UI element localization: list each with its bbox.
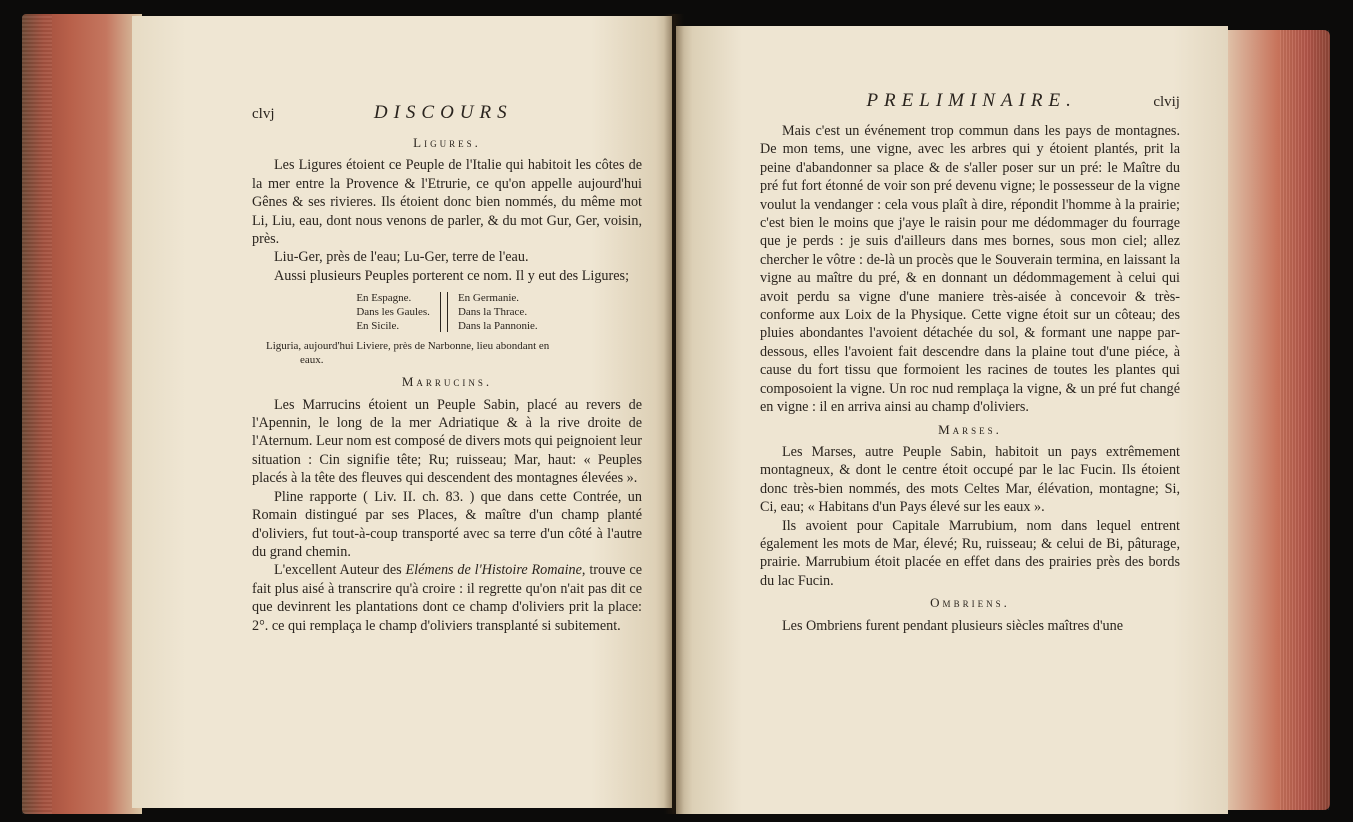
ombriens-paragraph-1: Les Ombriens furent pendant plusieurs siècles maîtres d'une — [782, 617, 1123, 634]
place-item: Dans la Pannonie. — [457, 320, 538, 333]
book-title-elemens: Elémens de l'Histoire Romaine — [405, 562, 582, 579]
marrucins-paragraph-3 — [252, 561, 642, 635]
places-column-1 — [348, 291, 438, 333]
left-page-number: clvj — [252, 106, 275, 122]
ligures-paragraph-1: Les Ligures étoient ce Peuple de l'Italie qui habitoit les côtes de la mer entre la Provence & l'Etrurie, ce qu'on appelle aujourd'hui Gênes & ses rivieres. Ils étoient donc bien nommés, du même mot Li, Liu, eau, dont nous venons de parler, & du mot Gur, Ger, voisin, près. — [252, 157, 642, 248]
left-page-edges — [22, 14, 142, 814]
ligures-note-line-2: eaux. — [300, 354, 324, 367]
marrucins-paragraph-2: Pline rapporte ( Liv. II. ch. 83. ) que dans cette Contrée, un Romain distingué par ses Places, & maître d'un champ planté d'oliviers, fut tout-à-coup transporté avec sa terre d'un côté à l'autre du grand chemin. — [252, 488, 642, 560]
left-page-text — [252, 104, 642, 635]
marrucins-paragraph-1: Les Marrucins étoient un Peuple Sabin, placé au revers de l'Apennin, le long de la mer Adriatique & à la rive droite de l'Aternum. Leur nom est composé de divers mots qui peignoient leur situation : Cin signifie tête; Ru; ruisseau; Mar, haut: « Peuples placés à la tête des fleuves qui descendent des montagnes élevées ». — [252, 396, 642, 487]
place-item: Dans la Thrace. — [457, 306, 528, 319]
book-gutter — [664, 14, 684, 814]
place-item: En Espagne. — [356, 292, 412, 305]
right-running-head: PRELIMINAIRE. — [866, 90, 1077, 111]
ligures-paragraph-2: Liu-Ger, près de l'eau; Lu-Ger, terre de l'eau. — [274, 249, 529, 266]
marses-paragraph-2: Ils avoient pour Capitale Marrubium, nom dans lequel entrent également les mots de Mar, élevé; Ru, ruisseau; & celui de Bi, pâturage, prairie. Marrubium étoit placée en effet dans des prairies près des bords du lac Fucin. — [760, 517, 1180, 589]
heading-marrucins: Marrucins. — [401, 374, 493, 390]
marrucins-p3-end: , trouve ce fait plus aisé à transcrire qu'à croire : il regrette qu'on n'ait pas dit ce que devinrent les plantations dont ce champ d'oliviers prit la place: 2°. ce qui remplaça le champ d'oliviers transplanté si subitement. — [252, 562, 643, 634]
heading-marses: Marses. — [938, 421, 1002, 437]
marrucins-p3-start: L'excellent Auteur des — [274, 562, 406, 579]
heading-ligures: Ligures. — [413, 135, 481, 150]
right-page-edges — [1214, 30, 1330, 810]
right-header — [760, 92, 1180, 118]
left-running-head: DISCOURS — [373, 102, 513, 123]
ligures-note — [252, 339, 642, 367]
places-divider — [440, 292, 448, 332]
place-item: En Germanie. — [457, 292, 520, 305]
place-item: En Sicile. — [356, 320, 400, 333]
right-page-number: clvij — [1153, 94, 1180, 110]
ligures-paragraph-3: Aussi plusieurs Peuples porterent ce nom. Il y eut des Ligures; — [274, 267, 630, 284]
places-column-2 — [450, 291, 546, 333]
right-page-text — [760, 92, 1180, 635]
ligures-note-line-1: Liguria, aujourd'hui Liviere, près de Narbonne, lieu abondant en — [266, 340, 550, 353]
left-header — [252, 104, 642, 130]
ligures-places-list — [252, 291, 642, 333]
place-item: Dans les Gaules. — [356, 306, 430, 319]
vigne-paragraph: Mais c'est un événement trop commun dans les pays de montagnes. De mon tems, une vigne, avec les arbres qui y étoient plantés, prit la peine d'abandonner sa place & de s'aller poser sur un pré: le Maître du pré fut fort étonné de voir son pré devenu vigne; le possesseur de la vigne voulut la vendanger : cela vous plaît à dire, répondit l'homme à la prairie; c'est bien le moins que j'aye le raisin pour me dédommager du fourrage que je perds : je suis d'ailleurs dans mes bornes, sous mon ciel; allez chercher le vôtre : de-là un procès que le Souverain termina, en laissant la vigne au maître du pré, & en donnant un dédommagement à celui qui avoit perdu sa vigne d'une maniere très-aisée à concevoir & très-conforme aux Loix de la Physique. Cette vigne étoit sur un côteau; des pluies abondantes l'avoient détachée du sol, & formant une nappe par-dessous, elles l'avoient fait descendre dans la plaine tout d'une piéce, à cause du fort tissu que formoient les racines de toutes les plantes qui composoient la vigne. Un roc nud remplaça la vigne, & un pré fut changé en vigne : il en arriva ainsi au champ d'oliviers. — [760, 123, 1180, 416]
marses-paragraph-1: Les Marses, autre Peuple Sabin, habitoit un pays extrêmement montagneux, & dont le centre étoit occupé par le lac Fucin. Ils étoient donc très-bien nommés, des mots Celtes Mar, élévation, montagne; Si, Ci, eau; « Habitans d'un Pays élevé sur les eaux ». — [760, 443, 1180, 516]
heading-ombriens: Ombriens. — [930, 595, 1010, 611]
